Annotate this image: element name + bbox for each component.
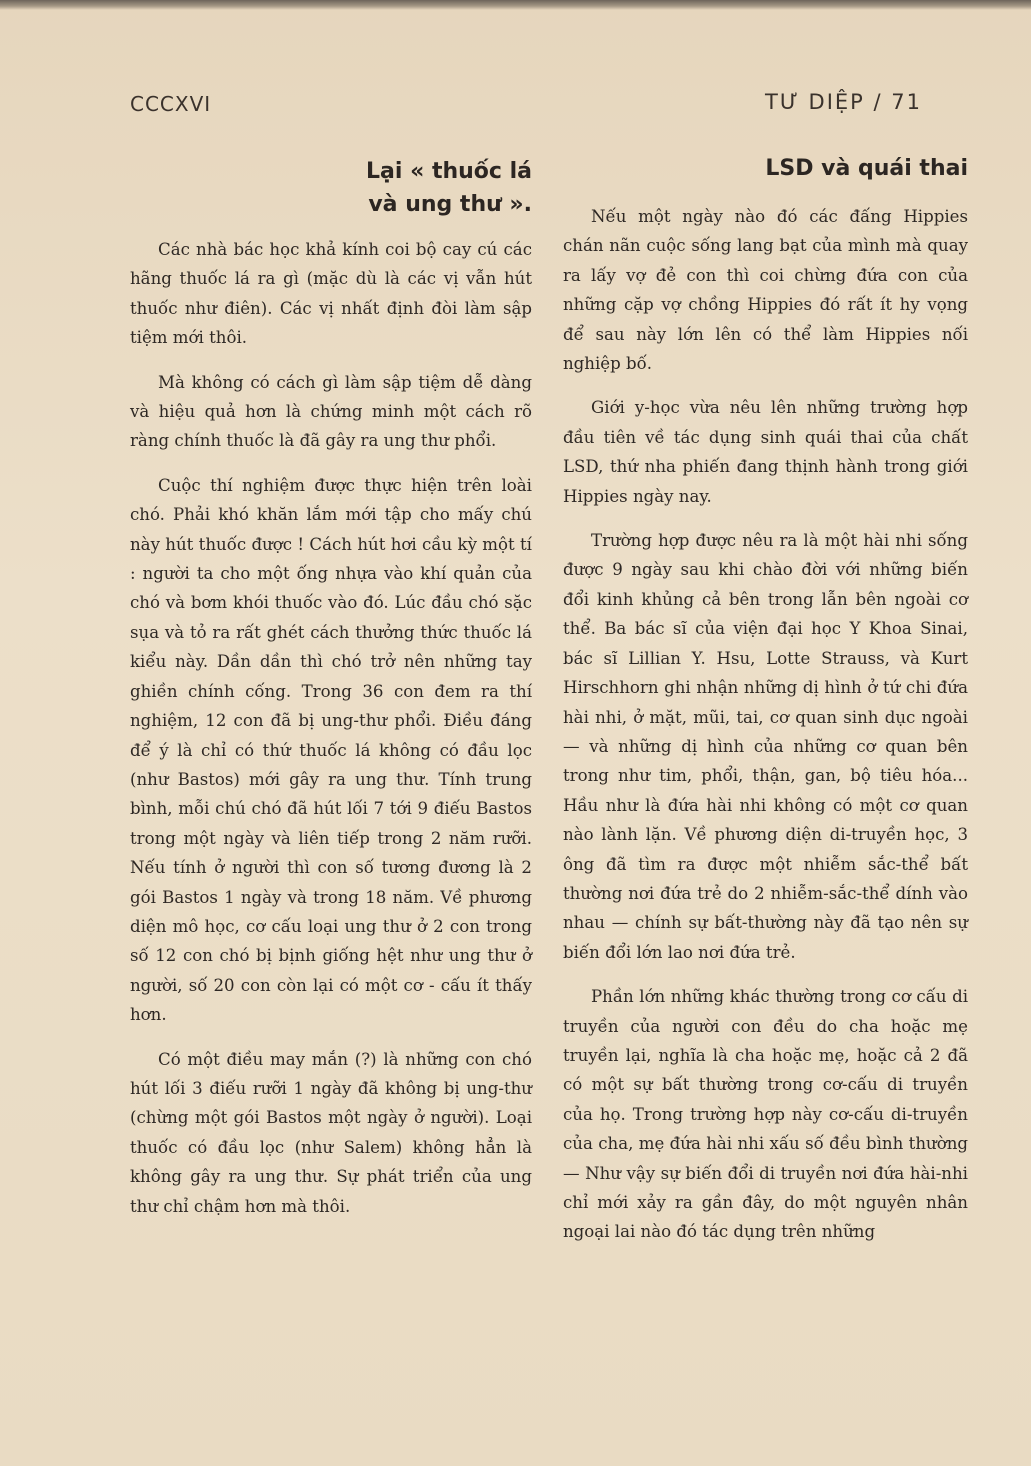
left-paragraph-4: Có một điều may mắn (?) là những con chó hút lối 3 điếu rưỡi 1 ngày đã không bị ung-thư (chừng một gói Bastos một ngày ở người). Loại thuốc có đầu lọc (như Salem) không hẳn là không gây ra ung thư. Sự phát triển của ung thư chỉ chậm hơn mà thôi.: [130, 1049, 532, 1216]
page-top-edge: [0, 0, 1031, 10]
right-column: [563, 150, 968, 1262]
right-paragraph-3: Trường hợp được nêu ra là một hài nhi sống được 9 ngày sau khi chào đời với những biến đổi kinh khủng cả bên trong lẫn bên ngoài cơ thể. Ba bác sĩ của viện đại học Y Khoa Sinai, bác sĩ Lillian Y. Hsu, Lotte Strauss, và Kurt Hirschhorn ghi nhận những dị hình ở tứ chi đứa hài nhi, ở mặt, mũi, tai, cơ quan sinh dục ngoài — và những dị hình của những cơ quan bên trong như tim, phổi, thận, gan, bộ tiêu hóa... Hầu như là đứa hài nhi không có một cơ quan nào lành lặn. Về phương diện di-truyền học, 3 ông đã tìm ra được một nhiễm sắc-thể bất thường nơi đứa trẻ do 2 nhiễm-sắc-thể dính vào nhau — chính sự bất-thường này đã tạo nên sự biến đổi lớn lao nơi đứa trẻ.: [563, 531, 968, 962]
right-paragraph-2: Giới y-học vừa nêu lên những trường hợp đầu tiên về tác dụng sinh quái thai của chất LSD, thứ nha phiến đang thịnh hành trong giới Hippies ngày nay.: [563, 398, 968, 506]
left-column: [130, 150, 532, 1236]
left-paragraph-3: Cuộc thí nghiệm được thực hiện trên loài chó. Phải khó khăn lắm mới tập cho mấy chú này hút thuốc được ! Cách hút hơi cầu kỳ một tí : người ta cho một ống nhựa vào khí quản của chó và bơm khói thuốc vào đó. Lúc đầu chó sặc sụa và tỏ ra rất ghét cách thưởng thức thuốc lá kiểu này. Dần dần thì chó trở nên những tay ghiền chính cống. Trong 36 con đem ra thí nghiệm, 12 con đã bị ung-thư phổi. Điều đáng để ý là chỉ có thứ thuốc lá không có đầu lọc (như Bastos) mới gây ra ung thư. Tính trung bình, mỗi chú chó đã hút lối 7 tới 9 điếu Bastos trong một ngày và liên tiếp trong 2 năm rưỡi. Nếu tính ở người thì con số tương đương là 2 gói Bastos 1 ngày và trong 18 năm. Về phương diện mô học, cơ cấu loại ung thư ở 2 con trong số 12 con chó bị bịnh giống hệt như ung thư ở người, số 20 con còn lại có một cơ - cấu ít thấy hơn.: [130, 475, 532, 1025]
left-paragraph-2: Mà không có cách gì làm sập tiệm dễ dàng và hiệu quả hơn là chứng minh một cách rõ ràng chính thuốc là đã gây ra ung thư phổi.: [130, 372, 532, 451]
running-header-right: TƯ DIỆP / 71: [765, 90, 922, 114]
running-header-left: CCCXVI: [130, 92, 212, 116]
left-title-line-2: và ung thư ».: [368, 192, 532, 217]
right-paragraph-1: Nếu một ngày nào đó các đấng Hippies chán nãn cuộc sống lang bạt của mình mà quay ra lấy vợ đẻ con thì coi chừng đứa con của những cặp vợ chồng Hippies đó rất ít hy vọng để sau này lớn lên có thể làm Hippies nối nghiệp bố.: [563, 207, 968, 374]
left-article-title: [130, 150, 532, 221]
right-paragraph-4: Phần lớn những khác thường trong cơ cấu di truyền của người con đều do cha hoặc mẹ truyền lại, nghĩa là cha hoặc mẹ, hoặc cả 2 đã có một sự bất thường trong cơ-cấu di truyền của họ. Trong trường hợp này cơ-cấu di-truyền của cha, mẹ đứa hài nhi xấu số đều bình thường — Như vậy sự biến đổi di truyền nơi đứa hài-nhi chỉ mới xảy ra gần đây, do một nguyên nhân ngoại lai nào đó tác dụng trên những: [563, 987, 968, 1242]
right-article-title: LSD và quái thai: [765, 156, 968, 181]
left-title-line-1: Lại « thuốc lá: [366, 159, 532, 184]
left-paragraph-1: Các nhà bác học khả kính coi bộ cay cú các hãng thuốc lá ra gì (mặc dù là các vị vẫn hút thuốc như điên). Các vị nhất định đòi làm sập tiệm mới thôi.: [130, 240, 532, 348]
